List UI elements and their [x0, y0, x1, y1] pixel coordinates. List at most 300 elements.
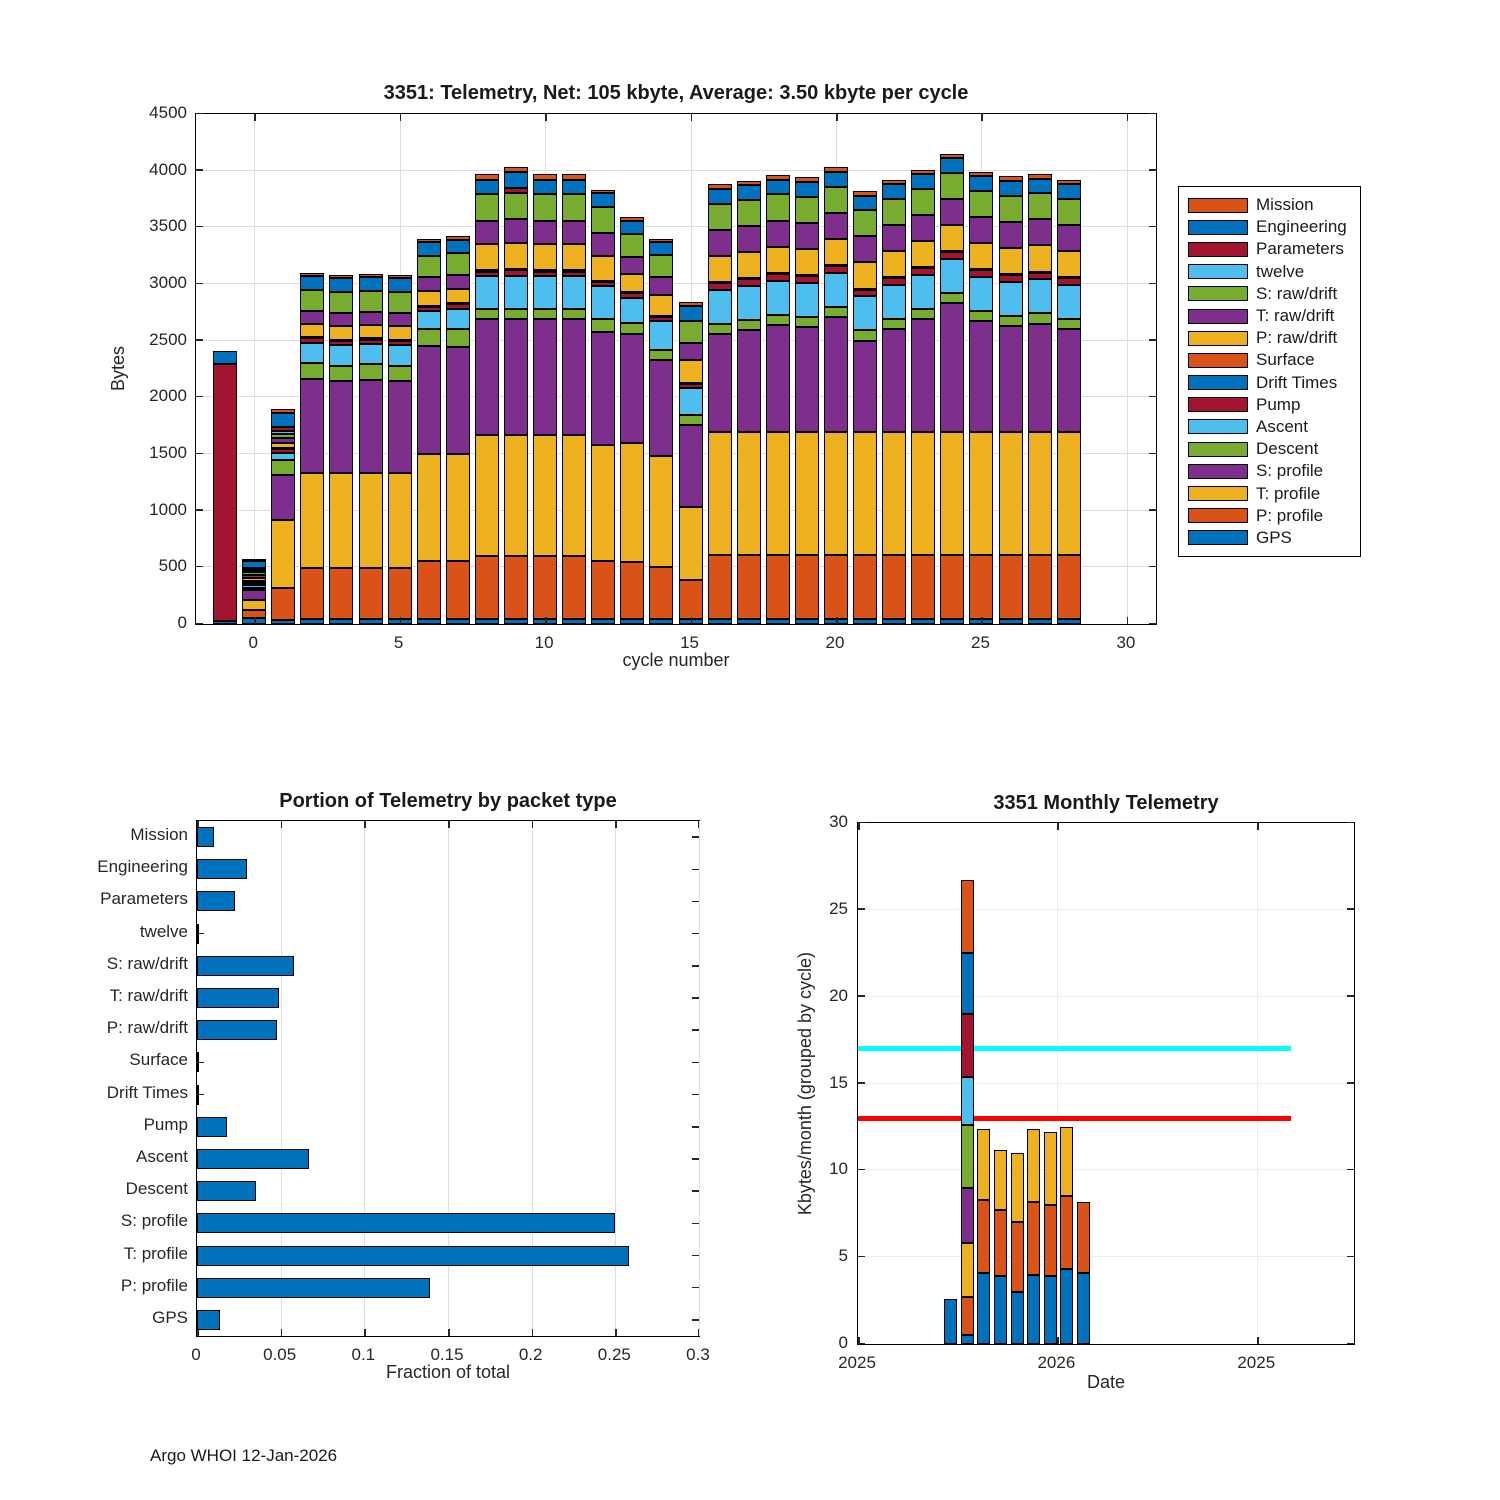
bar-segment-engineering [708, 189, 732, 204]
y-tick-right [1347, 908, 1354, 910]
bar-segment-gps [737, 619, 761, 624]
bar-segment-p--profile [1028, 555, 1052, 620]
bar-segment-p--raw-drift [649, 295, 673, 315]
telemetry-y-axis-label: Bytes [107, 346, 128, 392]
bar-segment-t--profile [708, 432, 732, 554]
y-tick-label: 20 [829, 985, 848, 1005]
bar-segment-s--profile [271, 475, 295, 520]
bar-segment-gps [329, 619, 353, 624]
x-tick-label: 25 [970, 633, 990, 652]
bar-segment-s--raw-drift [882, 199, 906, 225]
y-tick [196, 226, 203, 228]
y-tick-right [1149, 623, 1156, 625]
bar-segment-s--profile [562, 319, 586, 435]
bar-segment-t--raw-drift [708, 230, 732, 256]
bar-segment-gps [999, 619, 1023, 624]
legend-label: Descent [1256, 439, 1319, 459]
bar-segment-s--raw-drift [504, 193, 528, 219]
bar-segment-ascent [766, 281, 790, 315]
y-tick-label: 25 [829, 898, 848, 918]
x-tick-label: 10 [534, 633, 554, 652]
bar-segment-parameters [213, 364, 237, 620]
bar-segment-p--profile [795, 555, 819, 620]
bar-segment-mission [1057, 180, 1081, 185]
portion-bar-gps [197, 1310, 220, 1330]
bar-segment-engineering [533, 180, 557, 195]
bar-segment-t--raw-drift [504, 219, 528, 243]
y-tick-right [1149, 169, 1156, 171]
gridline-y [858, 1083, 1354, 1084]
monthly-bar-segment [994, 1150, 1007, 1211]
y-tick-right [692, 1158, 699, 1160]
bar-segment-gps [649, 619, 673, 624]
bar-segment-s--raw-drift [911, 189, 935, 215]
bar-segment-engineering [417, 242, 441, 256]
bar-segment-s--profile [795, 327, 819, 432]
bar-segment-descent [708, 324, 732, 334]
portion-x-axis-label: Fraction of total [385, 1362, 511, 1382]
bar-segment-t--raw-drift [388, 313, 412, 325]
bar-segment-p--raw-drift [708, 256, 732, 282]
bar-segment-p--raw-drift [620, 274, 644, 292]
bar-segment-engineering [853, 196, 877, 211]
legend-swatch-icon [1188, 419, 1248, 434]
bar-segment-p--profile [329, 568, 353, 619]
monthly-bar-segment [1011, 1153, 1024, 1222]
portion-bar-t--raw-drift [197, 988, 279, 1008]
x-tick-top [1127, 114, 1129, 121]
bar-segment-t--profile [824, 432, 848, 554]
x-tick-top [1057, 823, 1059, 830]
bar-segment-descent [300, 363, 324, 379]
monthly-bar-segment [961, 1335, 974, 1344]
x-tick-top [836, 114, 838, 121]
y-tick-label: 5 [838, 1246, 848, 1266]
legend-row [1188, 482, 1351, 504]
x-tick-label: 20 [825, 633, 845, 652]
bar-segment-p--raw-drift [940, 225, 964, 251]
bar-segment-p--profile [504, 556, 528, 619]
bar-segment-p--profile [999, 555, 1023, 620]
bar-segment-t--profile [388, 473, 412, 568]
bar-segment-engineering [475, 180, 499, 195]
y-tick-right [1149, 226, 1156, 228]
bar-segment-engineering [882, 184, 906, 199]
legend-row [1188, 327, 1351, 349]
bar-segment-s--raw-drift [329, 292, 353, 314]
bar-segment-t--raw-drift [446, 275, 470, 289]
x-tick [698, 1329, 700, 1336]
bar-segment-s--raw-drift [620, 234, 644, 257]
bar-segment-mission [969, 172, 993, 177]
bar-segment-p--profile [824, 555, 848, 620]
legend-label: Surface [1256, 350, 1315, 370]
bar-segment-s--profile [649, 360, 673, 456]
bar-segment-pump [853, 290, 877, 297]
bar-segment-parameters [271, 427, 295, 431]
legend-label: P: profile [1256, 505, 1324, 525]
bar-segment-engineering [999, 181, 1023, 196]
bar-segment-descent [824, 307, 848, 317]
y-tick-label: 4500 [149, 103, 187, 122]
bar-segment-pump [882, 278, 906, 285]
x-tick-label: 30 [1116, 633, 1136, 652]
monthly-bar-segment [961, 1077, 974, 1126]
bar-segment-t--profile [504, 435, 528, 556]
bar-segment-descent [388, 366, 412, 382]
portion-bar-p--raw-drift [197, 1020, 277, 1040]
y-tick [196, 623, 203, 625]
x-tick [981, 617, 983, 624]
x-tick-label: 15 [680, 633, 699, 652]
bar-segment-descent [417, 329, 441, 346]
bar-segment-t--raw-drift [475, 221, 499, 245]
bar-segment-s--profile [999, 326, 1023, 433]
y-tick-right [692, 1062, 699, 1064]
bar-segment-p--profile [533, 556, 557, 619]
bar-segment-mission [824, 167, 848, 172]
category-label: T: raw/drift [109, 986, 188, 1006]
monthly-bar-segment [1011, 1292, 1024, 1344]
bar-segment-p--profile [388, 568, 412, 619]
legend-label: Drift Times [1256, 372, 1338, 392]
bar-segment-descent [1057, 319, 1081, 329]
bar-segment-s--profile [824, 317, 848, 433]
legend-row [1188, 238, 1351, 260]
bar-segment-descent [504, 309, 528, 319]
bar-segment-s--profile [1028, 324, 1052, 433]
bar-segment-pump [417, 307, 441, 312]
category-label: Parameters [100, 889, 188, 909]
bar-segment-t--raw-drift [591, 233, 615, 256]
bar-segment-ascent [1057, 285, 1081, 319]
legend-swatch-icon [1188, 486, 1248, 501]
bar-segment-mission [504, 167, 528, 172]
x-tick-top [691, 114, 693, 121]
y-tick-right [692, 1126, 699, 1128]
legend-label: S: profile [1256, 461, 1324, 481]
bar-segment-t--profile [649, 456, 673, 567]
bar-segment-descent [1028, 313, 1052, 323]
bar-segment-s--profile [591, 332, 615, 445]
monthly-bar-segment [977, 1129, 990, 1200]
bar-segment-p--profile [359, 568, 383, 619]
bar-segment-p--profile [562, 556, 586, 619]
bar-segment-t--profile [417, 454, 441, 561]
bar-segment-pump [1057, 278, 1081, 285]
bar-segment-mission [1028, 174, 1052, 179]
bar-segment-t--raw-drift [679, 343, 703, 360]
y-tick-label: 4000 [149, 159, 187, 179]
y-tick-right [1149, 113, 1156, 115]
legend-row [1188, 194, 1351, 216]
y-tick-right [1149, 566, 1156, 568]
bar-segment-mission [562, 174, 586, 180]
bar-segment-ascent [737, 286, 761, 320]
legend-label: Parameters [1256, 239, 1344, 259]
bar-segment-pump [271, 449, 295, 454]
bar-segment-t--raw-drift [417, 277, 441, 291]
bar-segment-ascent [271, 453, 295, 459]
gridline-x [1257, 823, 1258, 1344]
bar-segment-descent [882, 319, 906, 329]
y-tick-right [1347, 1343, 1354, 1345]
legend-row [1188, 216, 1351, 238]
bar-segment-p--raw-drift [1057, 251, 1081, 277]
bar-segment-gps [940, 619, 964, 624]
bar-segment-p--profile [475, 556, 499, 619]
bar-segment-mission [940, 154, 964, 159]
bar-segment-t--profile [853, 432, 877, 554]
monthly-x-axis-label: Date [1086, 1372, 1126, 1392]
monthly-bar-segment [1027, 1202, 1040, 1275]
y-tick-right [1347, 995, 1354, 997]
bar-segment-pump [649, 317, 673, 322]
bar-segment-s--profile [417, 346, 441, 454]
y-tick-label: 30 [829, 812, 848, 831]
y-tick-right [692, 1287, 699, 1289]
monthly-bar-segment [1044, 1132, 1057, 1205]
legend-row [1188, 372, 1351, 394]
bar-segment-engineering [649, 242, 673, 254]
legend-swatch-icon [1188, 264, 1248, 279]
bar-segment-t--raw-drift [795, 223, 819, 249]
y-tick-label: 3500 [149, 216, 187, 236]
x-tick-label: 0.25 [597, 1345, 631, 1364]
bar-segment-engineering [242, 561, 266, 568]
bar-segment-engineering [300, 276, 324, 290]
bar-segment-s--raw-drift [969, 191, 993, 217]
bar-segment-ascent [388, 345, 412, 365]
bar-segment-engineering [213, 351, 237, 365]
x-tick-top [1257, 823, 1259, 830]
bar-segment-mission [882, 180, 906, 185]
bar-segment-engineering [359, 277, 383, 291]
portion-bar-surface [197, 1052, 199, 1072]
bar-segment-pump [533, 272, 557, 277]
portion-bar-ascent [197, 1149, 309, 1169]
bar-segment-gps [620, 619, 644, 624]
x-tick [1057, 1337, 1059, 1344]
bar-segment-pump [562, 272, 586, 277]
bar-segment-p--raw-drift [824, 239, 848, 265]
bar-segment-p--profile [969, 555, 993, 620]
bar-segment-t--profile [766, 432, 790, 554]
bar-segment-descent [562, 309, 586, 319]
x-tick-top [981, 114, 983, 121]
bar-segment-s--raw-drift [591, 207, 615, 233]
portion-bar-s--profile [197, 1213, 615, 1233]
monthly-bar-segment [961, 1014, 974, 1077]
bar-segment-ascent [882, 285, 906, 319]
bar-segment-p--profile [940, 555, 964, 620]
bar-segment-p--raw-drift [882, 251, 906, 277]
bar-segment-s--raw-drift [242, 572, 266, 575]
gridline-x [1127, 114, 1128, 624]
portion-bar-twelve [197, 924, 199, 944]
bar-segment-ascent [649, 321, 673, 349]
bar-segment-t--raw-drift [882, 225, 906, 251]
x-tick-top [254, 114, 256, 121]
bar-segment-p--raw-drift [417, 291, 441, 306]
telemetry-chart-title: 3351: Telemetry, Net: 105 kbyte, Average: 3.50 kbyte per cycle [383, 82, 969, 104]
bar-segment-pump [940, 252, 964, 259]
bar-segment-mission [242, 559, 266, 561]
gridline-x [254, 114, 255, 624]
bar-segment-p--profile [1057, 555, 1081, 620]
bar-segment-ascent [911, 275, 935, 309]
legend-row [1188, 505, 1351, 527]
bar-segment-s--profile [766, 325, 790, 433]
x-tick-label: 0.3 [686, 1345, 710, 1364]
bar-segment-mission [591, 190, 615, 193]
bar-segment-s--raw-drift [562, 194, 586, 220]
x-tick [1127, 617, 1129, 624]
bar-segment-descent [271, 460, 295, 475]
bar-segment-t--raw-drift [271, 438, 295, 443]
x-tick-label: 2026 [1037, 1353, 1076, 1372]
bar-segment-pump [591, 282, 615, 287]
bar-segment-ascent [999, 282, 1023, 316]
bar-segment-descent [591, 319, 615, 331]
y-tick [196, 283, 203, 285]
bar-segment-engineering [446, 240, 470, 254]
footer-attribution: Argo WHOI 12-Jan-2026 [150, 1446, 338, 1465]
y-tick [196, 566, 203, 568]
bar-segment-engineering [504, 172, 528, 188]
category-label: T: profile [123, 1243, 188, 1263]
bar-segment-p--raw-drift [999, 248, 1023, 274]
monthly-bar-segment [994, 1210, 1007, 1276]
y-tick [196, 113, 203, 115]
bar-segment-descent [940, 293, 964, 303]
reference-line-red [858, 1116, 1291, 1121]
bar-segment-pump [388, 341, 412, 346]
y-tick-label: 0 [838, 1333, 848, 1352]
bar-segment-s--raw-drift [795, 197, 819, 223]
bar-segment-ascent [824, 273, 848, 307]
legend-label: twelve [1256, 261, 1305, 281]
bar-segment-gps [766, 619, 790, 624]
x-tick [858, 1337, 860, 1344]
legend-label: Mission [1256, 195, 1314, 215]
bar-segment-ascent [708, 290, 732, 324]
category-label: Drift Times [106, 1082, 188, 1102]
bar-segment-twelve [242, 570, 266, 572]
x-tick [400, 617, 402, 624]
bar-segment-pump [329, 341, 353, 346]
monthly-bar-segment [977, 1200, 990, 1273]
legend-swatch-icon [1188, 530, 1248, 545]
bar-segment-mission [300, 273, 324, 276]
bar-segment-pump [620, 293, 644, 298]
y-tick-right [1149, 453, 1156, 455]
bar-segment-s--raw-drift [300, 290, 324, 312]
bar-segment-t--raw-drift [911, 215, 935, 241]
bar-segment-pump [359, 340, 383, 345]
bar-segment-gps [882, 619, 906, 624]
gridline-y [196, 170, 1156, 171]
monthly-bar-segment [994, 1276, 1007, 1344]
legend-row [1188, 394, 1351, 416]
bar-segment-s--profile [911, 319, 935, 432]
y-tick-right [1347, 1082, 1354, 1084]
bar-segment-p--profile [300, 568, 324, 619]
y-tick-right [692, 1094, 699, 1096]
bar-segment-ascent [475, 276, 499, 309]
gridline-y [858, 1169, 1354, 1170]
x-tick-top [615, 821, 617, 828]
bar-segment-p--raw-drift [242, 578, 266, 581]
monthly-bar-segment [961, 953, 974, 1014]
y-tick-right [1347, 1169, 1354, 1171]
telemetry-plot-area [195, 113, 1157, 625]
bar-segment-mission [359, 274, 383, 277]
bar-segment-ascent [242, 585, 266, 588]
category-label: Engineering [97, 857, 188, 877]
bar-segment-engineering [824, 172, 848, 187]
legend-row [1188, 349, 1351, 371]
x-tick-top [281, 821, 283, 828]
bar-segment-t--profile [242, 600, 266, 610]
y-tick-label: 2000 [149, 386, 187, 406]
gridline-y [858, 996, 1354, 997]
bar-segment-t--profile [591, 445, 615, 561]
bar-segment-parameters [504, 188, 528, 194]
monthly-bar-segment [1060, 1196, 1073, 1269]
bar-segment-gps [1028, 619, 1052, 624]
bar-segment-gps [504, 619, 528, 624]
bar-segment-engineering [1028, 179, 1052, 194]
bar-segment-s--raw-drift [271, 434, 295, 438]
bar-segment-pump [999, 275, 1023, 282]
y-tick [858, 1256, 865, 1258]
category-label: S: raw/drift [106, 953, 188, 973]
bar-segment-t--profile [1057, 432, 1081, 554]
legend-swatch-icon [1188, 464, 1248, 479]
bar-segment-pump [1028, 273, 1052, 280]
bar-segment-s--profile [969, 321, 993, 432]
bar-segment-s--profile [242, 590, 266, 600]
bar-segment-s--raw-drift [940, 173, 964, 199]
bar-segment-descent [242, 588, 266, 590]
bar-segment-t--profile [271, 520, 295, 587]
bar-segment-pump [300, 338, 324, 343]
monthly-bar-segment [961, 1297, 974, 1335]
bar-segment-gps [795, 619, 819, 624]
bar-segment-descent [766, 315, 790, 325]
y-tick-right [692, 965, 699, 967]
bar-segment-gps [213, 621, 237, 624]
x-tick [836, 617, 838, 624]
bar-segment-ascent [969, 277, 993, 311]
bar-segment-t--profile [1028, 432, 1052, 554]
y-tick-right [1149, 283, 1156, 285]
bar-segment-descent [649, 350, 673, 360]
portion-bar-engineering [197, 859, 247, 879]
y-tick [196, 396, 203, 398]
x-tick-label: 0.2 [518, 1345, 543, 1364]
x-tick [364, 1329, 366, 1336]
bar-segment-ascent [1028, 279, 1052, 313]
bar-segment-gps [1057, 619, 1081, 624]
x-tick-top [545, 114, 547, 121]
legend-row [1188, 438, 1351, 460]
bar-segment-p--raw-drift [388, 326, 412, 340]
bar-segment-descent [853, 330, 877, 340]
monthly-chart-title: 3351 Monthly Telemetry [993, 792, 1219, 814]
bar-segment-t--raw-drift [969, 217, 993, 243]
